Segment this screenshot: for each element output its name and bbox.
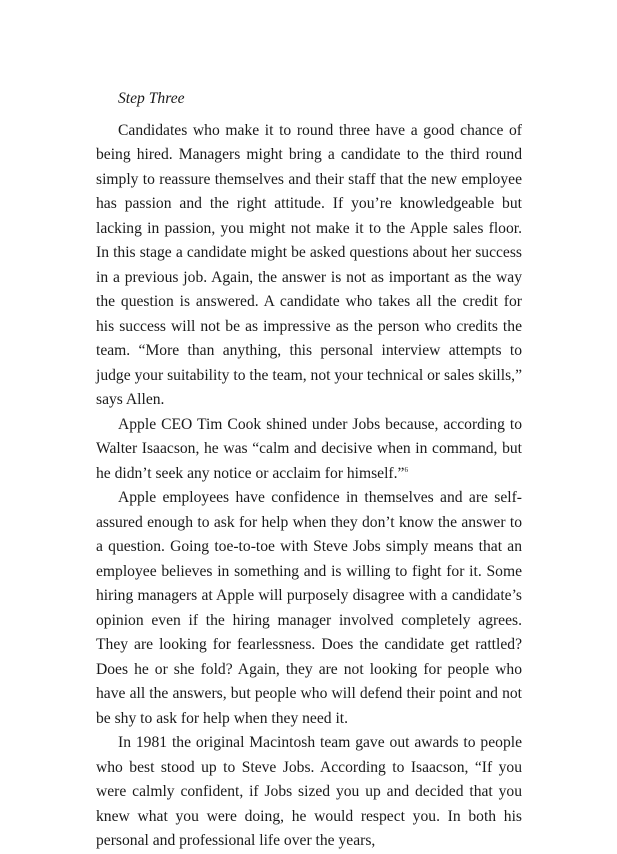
paragraph-text: Apple employees have confidence in themselves and are self-assured enough to ask for help when they don’t know the answer to a question. Going toe-to-toe with Steve Jobs simply means that an employee believes in something and is willing to fight for it. Some hiring managers at Apple will purposely disagree with a candidate’s opinion even if the hiring manager involved completely agrees. They are looking for fearlessness. Does the candidate get rattled? Does he or she fold? Again, they are not looking for people who have all the answers, but people who will defend their point and not be shy to ask for help when they need it. xyxy=(96,489,522,727)
paragraph-text: In 1981 the original Macintosh team gave out awards to people who best stood up to Steve Jobs. According to Isaacson, “If you were calmly confident, if Jobs sized you up and decided that you knew what you were doing, he would respect you. In both his personal and professional life over the years, xyxy=(96,734,522,849)
section-heading: Step Three xyxy=(118,90,185,107)
paragraph-confidence xyxy=(96,486,522,731)
footnote-reference[interactable]: 6 xyxy=(404,465,408,474)
body-text xyxy=(96,87,522,854)
paragraph-text: Candidates who make it to round three have a good chance of being hired. Managers might bring a candidate to the third round simply to reassure themselves and their staff that the new employee has passion and the right attitude. If you’re knowledgeable but lacking in passion, you might not make it to the Apple sales floor. In this stage a candidate might be asked questions about her success in a previous job. Again, the answer is not as important as the way the question is answered. A candidate who takes all the credit for his success will not be as impressive as the person who credits the team. “More than anything, this personal interview attempts to judge your suitability to the team, not your technical or sales skills,” says Allen. xyxy=(96,121,522,408)
paragraph-round-three xyxy=(96,119,522,413)
paragraph-text: Apple CEO Tim Cook shined under Jobs because, according to Walter Isaacson, he was “calm and decisive when in command, but he didn’t seek any notice or acclaim for himself.” xyxy=(96,415,522,482)
paragraph-macintosh-team xyxy=(96,731,522,854)
paragraph-tim-cook xyxy=(96,413,522,487)
